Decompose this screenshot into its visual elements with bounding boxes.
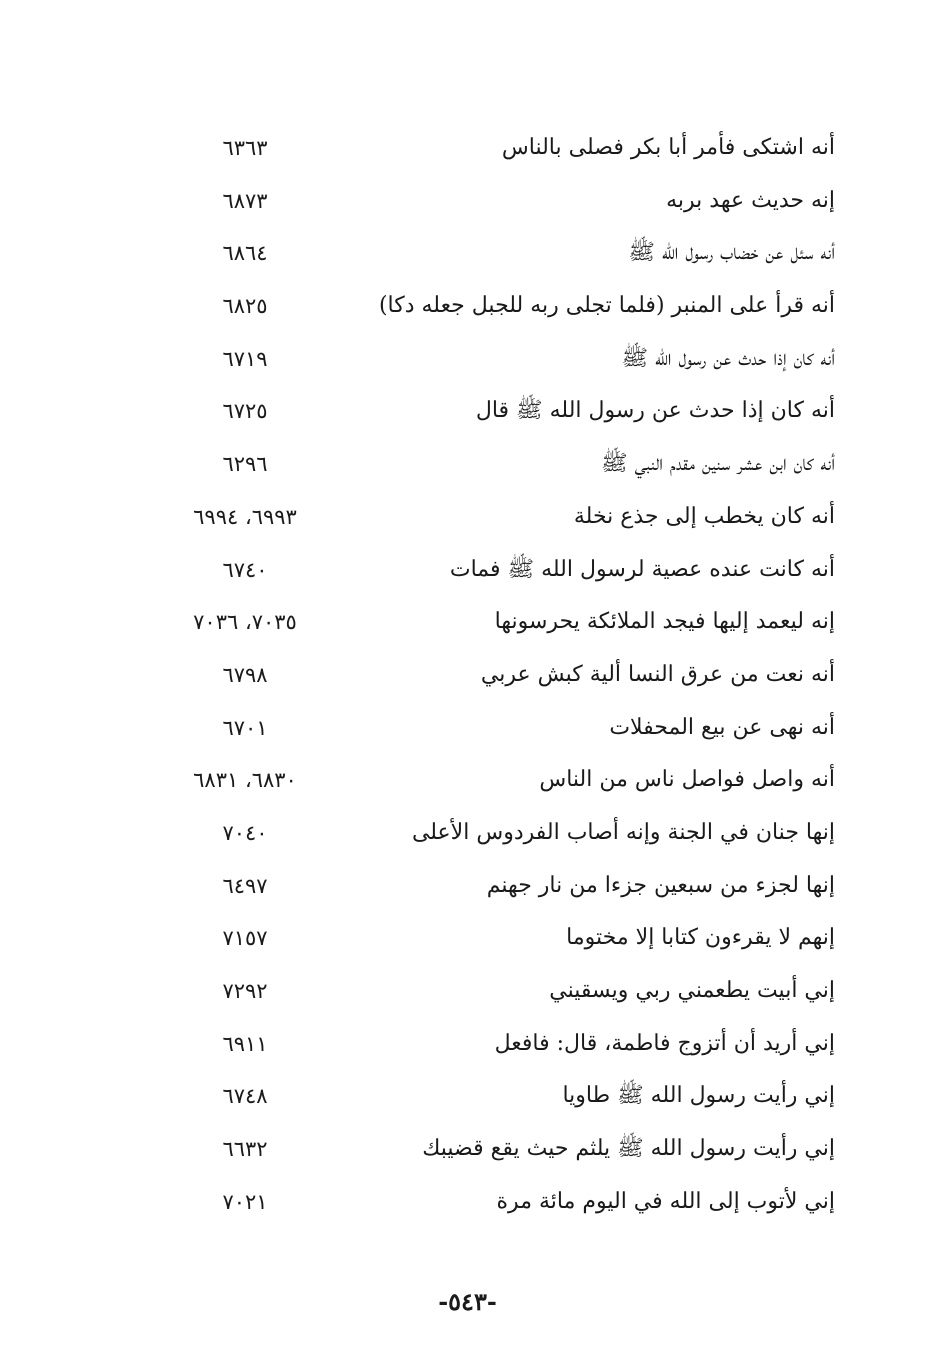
index-entry — [0, 860, 935, 913]
hadith-text: إني رأيت رسول الله ﷺ طاويا — [562, 1083, 835, 1109]
index-entry — [0, 544, 935, 597]
hadith-text: إنهم لا يقرءون كتابا إلا مختوما — [566, 925, 835, 951]
index-entry — [0, 1070, 935, 1123]
index-entry — [0, 1123, 935, 1176]
hadith-reference-number: ٦٧٢٥ — [222, 399, 268, 424]
hadith-text: أنه نعت من عرق النسا ألية كبش عربي — [480, 661, 835, 687]
hadith-reference-number: ٦٢٩٦ — [222, 452, 268, 477]
index-entry — [0, 491, 935, 544]
index-entry — [0, 438, 935, 491]
hadith-reference-number: ٦٩١١ — [222, 1031, 268, 1056]
hadith-index-list — [0, 122, 935, 1228]
hadith-reference-number: ٧٠٢١ — [222, 1189, 268, 1214]
hadith-text: أنه نهى عن بيع المحفلات — [609, 714, 835, 740]
index-entry — [0, 1176, 935, 1229]
hadith-text: إنه ليعمد إليها فيجد الملائكة يحرسونها — [494, 609, 835, 635]
hadith-reference-number: ٦٨٧٣ — [222, 188, 268, 213]
hadith-text: أنه كان ابن عشر سنين مقدم النبي ﷺ — [601, 451, 835, 477]
hadith-text: أنه واصل فواصل ناس من الناس — [539, 767, 835, 793]
hadith-reference-number: ٧١٥٧ — [222, 926, 268, 951]
hadith-reference-number: ٦٨٢٥ — [222, 294, 268, 319]
hadith-reference-number: ٦٨٦٤ — [222, 241, 268, 266]
hadith-text: إنها لجزء من سبعين جزءا من نار جهنم — [486, 872, 835, 898]
hadith-reference-number: ٦٣٦٣ — [222, 136, 268, 160]
index-entry — [0, 702, 935, 755]
hadith-reference-number: ٦٩٩٣، ٦٩٩٤ — [193, 504, 297, 529]
index-entry — [0, 807, 935, 860]
hadith-text: أنه قرأ على المنبر (فلما تجلى ربه للجبل جعله دكا) — [378, 293, 835, 319]
index-entry — [0, 385, 935, 438]
hadith-reference-number: ٧٠٤٠ — [222, 820, 268, 845]
index-entry — [0, 333, 935, 386]
index-entry — [0, 175, 935, 228]
hadith-text: إني أبيت يطعمني ربي ويسقيني — [549, 978, 835, 1003]
hadith-reference-number: ٦٧٤٨ — [222, 1084, 268, 1109]
index-entry — [0, 227, 935, 280]
index-entry — [0, 754, 935, 807]
hadith-reference-number: ٦٨٣٠، ٦٨٣١ — [193, 768, 297, 793]
hadith-text: إنه حديث عهد بربه — [666, 187, 835, 213]
index-entry — [0, 912, 935, 965]
index-entry — [0, 122, 935, 175]
hadith-text: إني رأيت رسول الله ﷺ يلثم حيث يقع قضيبك — [422, 1136, 835, 1162]
hadith-reference-number: ٦٤٩٧ — [222, 873, 268, 898]
hadith-text: أنه كان إذا حدث عن رسول الله ﷺ قال — [475, 398, 835, 424]
hadith-reference-number: ٦٧٩٨ — [222, 662, 268, 687]
hadith-text: أنه كان إذا حدث عن رسول الله ﷺ — [621, 345, 835, 371]
hadith-reference-number: ٦٧٤٠ — [222, 557, 268, 582]
index-entry — [0, 280, 935, 333]
hadith-reference-number: ٦٧٠١ — [222, 715, 268, 740]
hadith-reference-number: ٦٦٣٢ — [222, 1137, 268, 1162]
index-entry — [0, 1018, 935, 1071]
hadith-text: إني لأتوب إلى الله في اليوم مائة مرة — [496, 1188, 835, 1214]
hadith-reference-number: ٦٧١٩ — [222, 346, 268, 371]
hadith-text: أنه اشتكى فأمر أبا بكر فصلى بالناس — [501, 135, 835, 160]
index-entry — [0, 596, 935, 649]
index-entry — [0, 965, 935, 1018]
index-entry — [0, 649, 935, 702]
hadith-reference-number: ٧٢٩٢ — [222, 979, 268, 1003]
hadith-text: إني أريد أن أتزوج فاطمة، قال: فافعل — [494, 1030, 835, 1056]
hadith-text: إنها جنان في الجنة وإنه أصاب الفردوس الأعلى — [411, 819, 835, 845]
hadith-reference-number: ٧٠٣٥، ٧٠٣٦ — [193, 610, 297, 635]
page-number: -٥٤٣- — [438, 1287, 497, 1316]
hadith-text: أنه سئل عن خضاب رسول الله ﷺ — [628, 240, 835, 266]
hadith-text: أنه كانت عنده عصية لرسول الله ﷺ فمات — [449, 556, 835, 582]
hadith-text: أنه كان يخطب إلى جذع نخلة — [573, 503, 835, 529]
